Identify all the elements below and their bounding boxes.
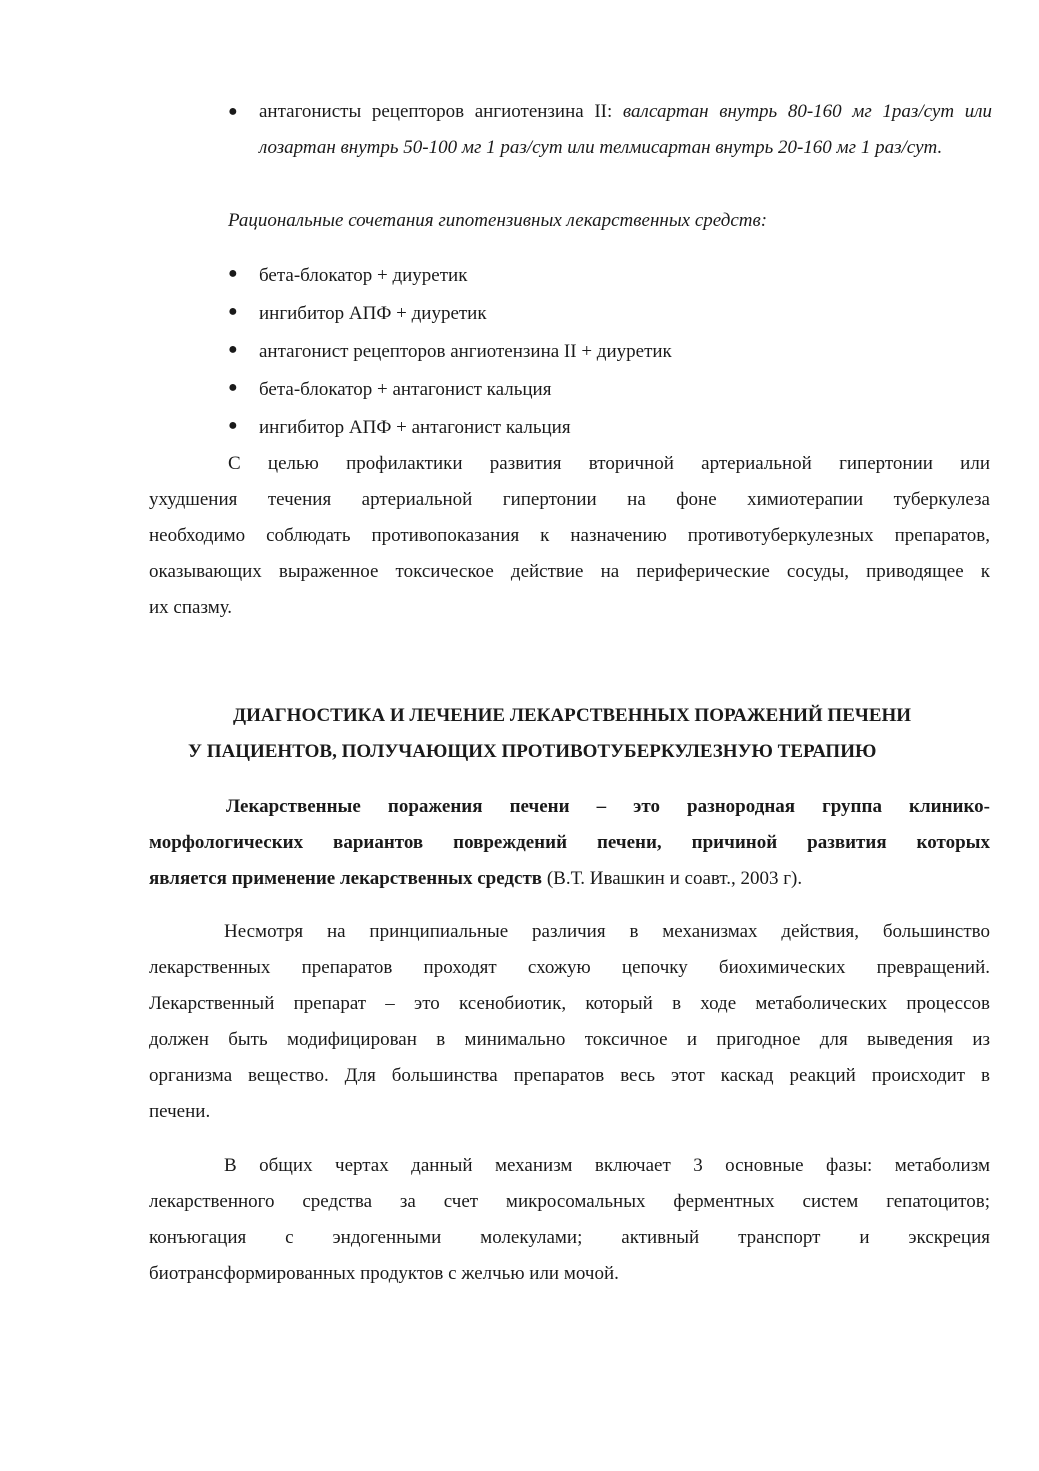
bullet-icon: ● xyxy=(228,103,238,120)
mechanisms-line: должен быть модифицирован в минимально токсичное и пригодное для выведения из xyxy=(149,1029,990,1050)
prevention-line: их спазму. xyxy=(149,597,233,618)
arb-text xyxy=(259,94,992,166)
definition-term: является применение лекарственных средств xyxy=(149,868,543,889)
prevention-line: необходимо соблюдать противопоказания к назначению противотуберкулезных препаратов, xyxy=(149,525,990,546)
mechanisms-line: печени. xyxy=(149,1101,211,1122)
list-item-label: ингибитор АПФ + антагонист кальция xyxy=(259,417,571,438)
list-item-label: антагонист рецепторов ангиотензина II + диуретик xyxy=(259,341,672,362)
prevention-line: ухудшения течения артериальной гипертонии на фоне химиотерапии туберкулеза xyxy=(149,489,990,510)
definition-line: морфологических вариантов повреждений печени, причиной развития которых xyxy=(149,832,990,853)
list-item-label: ингибитор АПФ + диуретик xyxy=(259,303,487,324)
prevention-line: оказывающих выраженное токсическое действие на периферические сосуды, приводящее к xyxy=(149,561,990,582)
mechanisms-line: лекарственных препаратов проходят схожую цепочку биохимических превращений. xyxy=(149,957,990,978)
arb-prefix: антагонисты рецепторов ангиотензина II: xyxy=(259,101,623,122)
list-item-label: бета-блокатор + диуретик xyxy=(259,265,468,286)
definition-line xyxy=(149,868,802,890)
phases-line: биотрансформированных продуктов с желчью или мочой. xyxy=(149,1263,619,1284)
bullet-icon: ● xyxy=(228,303,238,320)
mechanisms-line: организма вещество. Для большинства препаратов весь этот каскад реакций происходит в xyxy=(149,1065,990,1086)
phases-line: В общих чертах данный механизм включает 3 основные фазы: метаболизм xyxy=(224,1155,990,1176)
phases-line: лекарственного средства за счет микросомальных ферментных систем гепатоцитов; xyxy=(149,1191,990,1212)
mechanisms-line: Несмотря на принципиальные различия в механизмах действия, большинство xyxy=(224,921,990,942)
definition-line: Лекарственные поражения печени – это разнородная группа клинико- xyxy=(226,796,990,817)
arb-dosage: валсартан внутрь 80-160 мг 1раз/сут или лозартан внутрь 50-100 мг 1 раз/сут или телмисартан внутрь 20-160 мг 1 раз/сут. xyxy=(259,101,992,158)
section-heading-line2: У ПАЦИЕНТОВ, ПОЛУЧАЮЩИХ ПРОТИВОТУБЕРКУЛЕЗНУЮ ТЕРАПИЮ xyxy=(188,741,877,762)
mechanisms-line: Лекарственный препарат – это ксенобиотик, который в ходе метаболических процессов xyxy=(149,993,990,1014)
list-item-label: бета-блокатор + антагонист кальция xyxy=(259,379,552,400)
section-heading-line1: ДИАГНОСТИКА И ЛЕЧЕНИЕ ЛЕКАРСТВЕННЫХ ПОРАЖЕНИЙ ПЕЧЕНИ xyxy=(233,705,912,726)
bullet-icon: ● xyxy=(228,265,238,282)
bullet-icon: ● xyxy=(228,379,238,396)
bullet-icon: ● xyxy=(228,417,238,434)
combos-title: Рациональные сочетания гипотензивных лекарственных средств: xyxy=(228,210,768,231)
definition-citation: (В.Т. Ивашкин и соавт., 2003 г). xyxy=(542,868,803,889)
prevention-line: С целью профилактики развития вторичной артериальной гипертонии или xyxy=(228,453,990,474)
phases-line: конъюгация с эндогенными молекулами; активный транспорт и экскреция xyxy=(149,1227,990,1248)
bullet-icon: ● xyxy=(228,341,238,358)
